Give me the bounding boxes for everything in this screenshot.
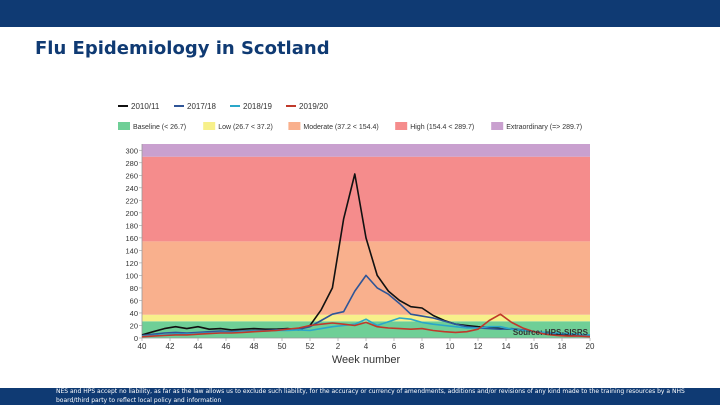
x-tick-label: 52 bbox=[305, 342, 315, 351]
x-tick-label: 20 bbox=[585, 342, 595, 351]
band-legend-label: Moderate (37.2 < 154.4) bbox=[303, 124, 379, 131]
disclaimer-text: NES and HPS accept no liability, as far as the law allows us to exclude such liability, for the accuracy or currency of amendments, additions and/or revisions of any kind made to the training resources by a NHS board/third party to reflect local policy and information bbox=[56, 388, 685, 404]
y-tick-label: 180 bbox=[125, 221, 138, 231]
y-tick-label: 80 bbox=[129, 283, 138, 293]
y-tick-label: 20 bbox=[129, 321, 138, 331]
y-tick-label: 160 bbox=[125, 233, 138, 243]
threshold-band bbox=[142, 241, 590, 314]
x-tick-label: 12 bbox=[473, 342, 483, 351]
band-legend-swatch bbox=[395, 122, 407, 130]
threshold-band bbox=[142, 315, 590, 322]
x-tick-label: 44 bbox=[193, 342, 203, 351]
series-legend-label: 2017/18 bbox=[187, 102, 216, 111]
threshold-band bbox=[142, 157, 590, 242]
band-legend-swatch bbox=[118, 122, 130, 130]
band-legend-label: Extraordinary (=> 289.7) bbox=[506, 124, 583, 131]
x-tick-label: 16 bbox=[529, 342, 539, 351]
x-tick-label: 50 bbox=[277, 342, 287, 351]
x-tick-label: 2 bbox=[335, 342, 341, 351]
y-tick-label: 200 bbox=[125, 208, 138, 218]
y-tick-label: 240 bbox=[125, 183, 138, 193]
chart-source: Source: HPS-SISRS bbox=[512, 328, 588, 337]
y-tick-label: 220 bbox=[125, 196, 138, 206]
series-legend-label: 2018/19 bbox=[243, 102, 272, 111]
x-tick-label: 14 bbox=[501, 342, 511, 351]
y-tick-label: 0 bbox=[133, 334, 138, 343]
y-tick-label: 60 bbox=[129, 296, 138, 306]
band-legend-swatch bbox=[203, 122, 215, 130]
x-tick-label: 4 bbox=[363, 342, 369, 351]
x-tick-label: 6 bbox=[391, 342, 397, 351]
y-tick-label: 120 bbox=[125, 258, 138, 268]
y-tick-label: 40 bbox=[129, 308, 138, 318]
slide-title: Flu Epidemiology in Scotland bbox=[35, 38, 330, 59]
flu-chart bbox=[110, 96, 610, 368]
chart-svg bbox=[110, 96, 610, 368]
y-tick-label: 300 bbox=[125, 146, 138, 156]
band-legend-swatch bbox=[288, 122, 300, 130]
y-tick-label: 260 bbox=[125, 171, 138, 181]
x-tick-label: 42 bbox=[165, 342, 175, 351]
x-tick-label: 10 bbox=[445, 342, 455, 351]
y-tick-label: 280 bbox=[125, 158, 138, 168]
x-tick-label: 8 bbox=[419, 342, 425, 351]
y-tick-label: 140 bbox=[125, 246, 138, 256]
x-axis-label: Week number bbox=[331, 354, 401, 366]
band-legend-label: High (154.4 < 289.7) bbox=[410, 124, 475, 131]
series-legend-label: 2010/11 bbox=[131, 102, 160, 111]
x-tick-label: 48 bbox=[249, 342, 259, 351]
x-tick-label: 40 bbox=[137, 342, 147, 351]
band-legend-swatch bbox=[491, 122, 503, 130]
band-legend-label: Low (26.7 < 37.2) bbox=[218, 124, 273, 131]
x-tick-label: 46 bbox=[221, 342, 231, 351]
series-legend-label: 2019/20 bbox=[299, 102, 328, 111]
header-bar bbox=[0, 0, 720, 27]
y-tick-label: 100 bbox=[125, 271, 138, 281]
x-tick-label: 18 bbox=[557, 342, 567, 351]
band-legend-label: Baseline (< 26.7) bbox=[133, 124, 187, 131]
threshold-band bbox=[142, 144, 590, 157]
